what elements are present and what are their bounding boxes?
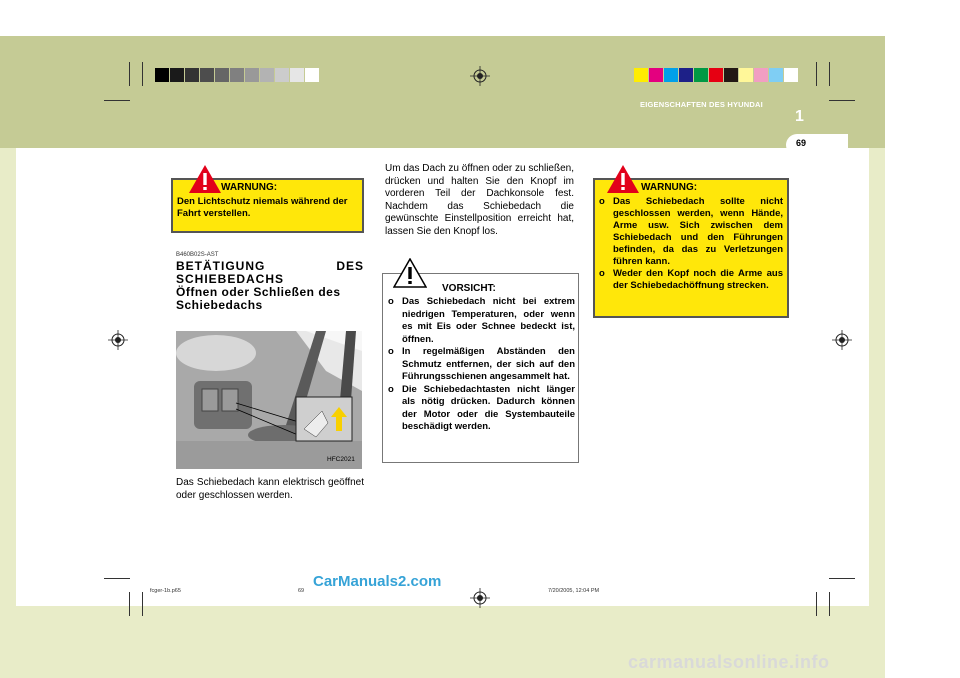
warning-item: o Das Schiebedach sollte nicht geschlossen werden, wenn Hände, Arme usw. Sich zwischen dem Schiebedach und den Führungen befinden, da das zu Verletzungen führen kann. (599, 196, 783, 267)
color-swatch (754, 68, 768, 82)
registration-mark-bottom (470, 588, 490, 608)
grayscale-swatch (170, 68, 184, 82)
grayscale-swatch (155, 68, 169, 82)
warning-item: o Weder den Kopf noch die Arme aus der Schiebedachöffnung strecken. (599, 268, 783, 291)
caution-item: o Das Schiebedach nicht bei extrem niedrigen Temperaturen, oder wenn es mit Eis oder Schnee bedeckt ist, öffnen. (388, 296, 575, 345)
page-number: 69 (796, 138, 807, 148)
color-swatch (784, 68, 798, 82)
caution-item: o Die Schiebedachtasten nicht länger als nötig drücken. Dadurch können der Motor oder die Systembauteile beschädigt werden. (388, 383, 575, 432)
footer-page: 69 (298, 588, 305, 594)
caution-list (388, 296, 575, 434)
color-swatch (694, 68, 708, 82)
grayscale-swatch (245, 68, 259, 82)
heading-line-2: SCHIEBEDACHS (176, 272, 285, 286)
left-paragraph: Das Schiebedach kann elektrisch geöffnet oder geschlossen werden. (176, 477, 364, 501)
registration-mark-top (470, 66, 490, 86)
sunroof-console-photo (176, 331, 362, 469)
color-swatch (679, 68, 693, 82)
grayscale-swatch (275, 68, 289, 82)
caution-item: o In regelmäßigen Abständen den Schmutz entfernen, der sich auf den Führungsschienen angesammelt hat. (388, 346, 575, 382)
grayscale-swatch (215, 68, 229, 82)
warning-text: Den Lichtschutz niemals während der Fahrt verstellen. (177, 196, 348, 219)
section-heading (176, 260, 364, 312)
middle-paragraph: Um das Dach zu öffnen oder zu schließen, drücken und halten Sie den Knopf im vorderen Teil der Dachkonsole fest. Nachdem das Schiebedach die gewünschte Einstellposition erreicht hat, lassen Sie den Knopf los. (385, 163, 574, 237)
grayscale-calibration-bar (155, 68, 320, 82)
photo-code: HFC2021 (327, 456, 355, 463)
grayscale-swatch (185, 68, 199, 82)
color-swatch (739, 68, 753, 82)
heading-word-2: DES (336, 259, 364, 273)
warning-box-right (593, 178, 789, 318)
warning-box-left (171, 178, 364, 233)
warning-list (595, 194, 787, 296)
caution-triangle-icon (393, 258, 427, 288)
registration-mark-left (108, 330, 128, 350)
color-swatch (724, 68, 738, 82)
color-swatch (634, 68, 648, 82)
color-swatch (649, 68, 663, 82)
grayscale-swatch (200, 68, 214, 82)
section-title: EIGENSCHAFTEN DES HYUNDAI (640, 100, 763, 109)
watermark-carmanualsonline[interactable]: carmanualsonline.info (628, 652, 830, 672)
warning-title: WARNUNG: (221, 182, 278, 193)
sunroof-photo-illustration (176, 331, 362, 469)
header-band (0, 36, 885, 148)
heading-word-1: BETÄTIGUNG (176, 259, 266, 273)
color-swatch (664, 68, 678, 82)
watermark-carmanuals2[interactable]: CarManuals2.com (313, 573, 442, 590)
footer-filename: fcger-1b.p65 (150, 588, 181, 594)
chapter-number: 1 (795, 108, 804, 125)
color-swatch (769, 68, 783, 82)
footer-date: 7/20/2005, 12:04 PM (548, 588, 600, 594)
warning-title: WARNUNG: (641, 182, 698, 193)
grayscale-swatch (230, 68, 244, 82)
registration-mark-right (832, 330, 852, 350)
heading-subtitle: Öffnen oder Schließen des Schiebedachs (176, 285, 341, 312)
grayscale-swatch (305, 68, 319, 82)
grayscale-swatch (260, 68, 274, 82)
color-calibration-bar (634, 68, 799, 82)
grayscale-swatch (290, 68, 304, 82)
color-swatch (709, 68, 723, 82)
caution-title: VORSICHT: (442, 283, 496, 294)
section-code: B460B02S-AST (176, 252, 219, 258)
caution-box (382, 273, 579, 463)
